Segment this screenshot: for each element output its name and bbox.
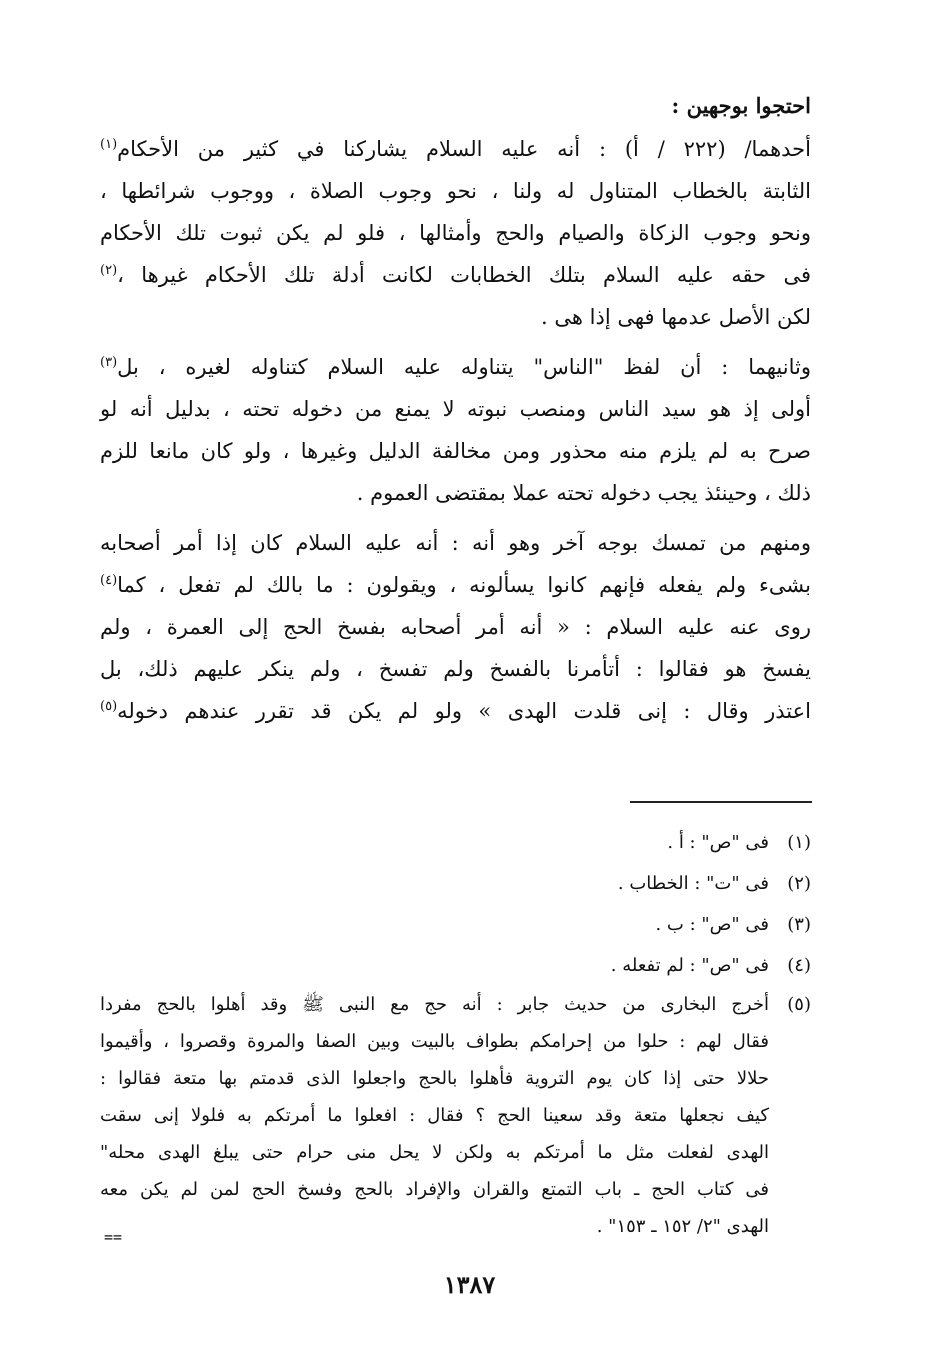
- text-line: يفسخ هو فقالوا : أتأمرنا بالفسخ ولم تفسخ ، ولم ينكر عليهم ذلك، بل: [100, 657, 811, 681]
- footnote-line: الهدى لفعلت مثل ما أمرتكم به ولكن لا يحل منى حرام حتى يبلغ الهدى محله": [100, 1142, 769, 1163]
- text-line: ونحو وجوب الزكاة والصيام والحج وأمثالها ، فلو لم يكن ثبوت تلك الأحكام: [100, 221, 811, 245]
- text-line: [100, 254, 811, 296]
- footnote-number: (٤): [787, 955, 811, 976]
- page-number: ١٣٨٧: [443, 1270, 496, 1299]
- paragraph-first-argument: [100, 128, 811, 338]
- footnote-marker-4: (٤): [100, 573, 118, 588]
- footnotes: [100, 822, 811, 1245]
- paragraph-other-argument: [100, 522, 811, 732]
- text-line: ذلك ، وحينئذ يجب دخوله تحته عملا بمقتضى العموم .: [356, 481, 811, 505]
- footnote-number: (٣): [787, 914, 811, 935]
- footnote-item: [100, 904, 811, 945]
- text-line: روى عنه عليه السلام : « أنه أمر أصحابه بفسخ الحج إلى العمرة ، ولم: [100, 615, 811, 639]
- footnote-item: [100, 822, 811, 863]
- footnote-marker-2: (٢): [100, 263, 118, 278]
- text-line: [100, 128, 811, 170]
- paragraph-second-argument: [100, 346, 811, 514]
- footnote-number: (٥): [787, 994, 811, 1015]
- text-line-content: فى حقه عليه السلام بتلك الخطابات لكانت أدلة تلك الأحكام غيرها ،: [117, 263, 811, 287]
- footnote-marker-1: (١): [100, 137, 118, 152]
- text-line: [100, 346, 811, 388]
- footnote-item: [100, 863, 811, 904]
- footnote-text: أخرج البخارى من حديث جابر : أنه حج مع النبى ﷺ وقد أهلوا بالحج مفردا: [100, 994, 769, 1015]
- text-line: الثابتة بالخطاب المتناول له ولنا ، نحو وجوب الصلاة ، ووجوب شرائطها ،: [100, 179, 811, 203]
- continuation-mark: ==: [104, 1228, 123, 1246]
- footnote-number: (١): [787, 832, 811, 853]
- footnote-marker-5: (٥): [100, 699, 118, 714]
- text-line-content: أحدهما/ (٢٢٢ / أ) : أنه عليه السلام يشاركنا في كثير من الأحكام: [117, 137, 811, 161]
- footnote-marker-3: (٣): [100, 355, 118, 370]
- text-line: ومنهم من تمسك بوجه آخر وهو أنه : أنه عليه السلام كان إذا أمر أصحابه: [100, 531, 811, 555]
- footnote-item-long: [100, 986, 811, 1245]
- footnote-text: فى "ص" : أ .: [667, 832, 769, 853]
- text-line: صرح به لم يلزم منه محذور ومن مخالفة الدليل وغيرها ، ولو كان مانعا للزم: [100, 439, 811, 463]
- footnote-separator: [630, 801, 812, 803]
- footnote-line: [100, 986, 811, 1023]
- text-line-content: اعتذر وقال : إنى قلدت الهدى » ولو لم يكن قد تقرر عندهم دخوله: [117, 699, 811, 723]
- footnote-line: فقال لهم : حلوا من إحرامكم بطواف بالبيت وبين الصفا والمروة وقصروا ، وأقيموا: [100, 1031, 769, 1052]
- text-line-content: وثانيهما : أن لفظ "الناس" يتناوله عليه السلام كتناوله لغيره ، بل: [117, 355, 811, 379]
- footnote-line: فى كتاب الحج ـ باب التمتع والقران والإفراد بالحج وفسخ الحج لمن لم يكن معه: [100, 1179, 769, 1200]
- footnote-text: فى "ص" : ب .: [655, 914, 769, 935]
- footnote-line: كيف نجعلها متعة وقد سعينا الحج ؟ فقال : افعلوا ما أمرتكم به فلولا إنى سقت: [100, 1105, 769, 1126]
- footnote-line: الهدى "٢/ ١٥٢ ـ ١٥٣" .: [596, 1216, 769, 1237]
- text-line: لكن الأصل عدمها فهى إذا هى .: [541, 305, 811, 329]
- section-heading: احتجوا بوجهين :: [671, 93, 811, 118]
- text-line-content: بشىء ولم يفعله فإنهم كانوا يسألونه ، ويقولون : ما بالك لم تفعل ، كما: [117, 573, 811, 597]
- footnote-text: فى "ت" : الخطاب .: [617, 873, 769, 894]
- footnote-line: حلالا حتى إذا كان يوم التروية فأهلوا بالحج واجعلوا الذى قدمتم بها متعة فقالوا :: [100, 1068, 769, 1089]
- footnote-item: [100, 945, 811, 986]
- footnote-text: فى "ص" : لم تفعله .: [610, 955, 769, 976]
- text-line: [100, 564, 811, 606]
- text-line: [100, 690, 811, 732]
- text-line: أولى إذ هو سيد الناس ومنصب نبوته لا يمنع من دخوله تحته ، بدليل أنه لو: [100, 397, 811, 421]
- footnote-number: (٢): [787, 873, 811, 894]
